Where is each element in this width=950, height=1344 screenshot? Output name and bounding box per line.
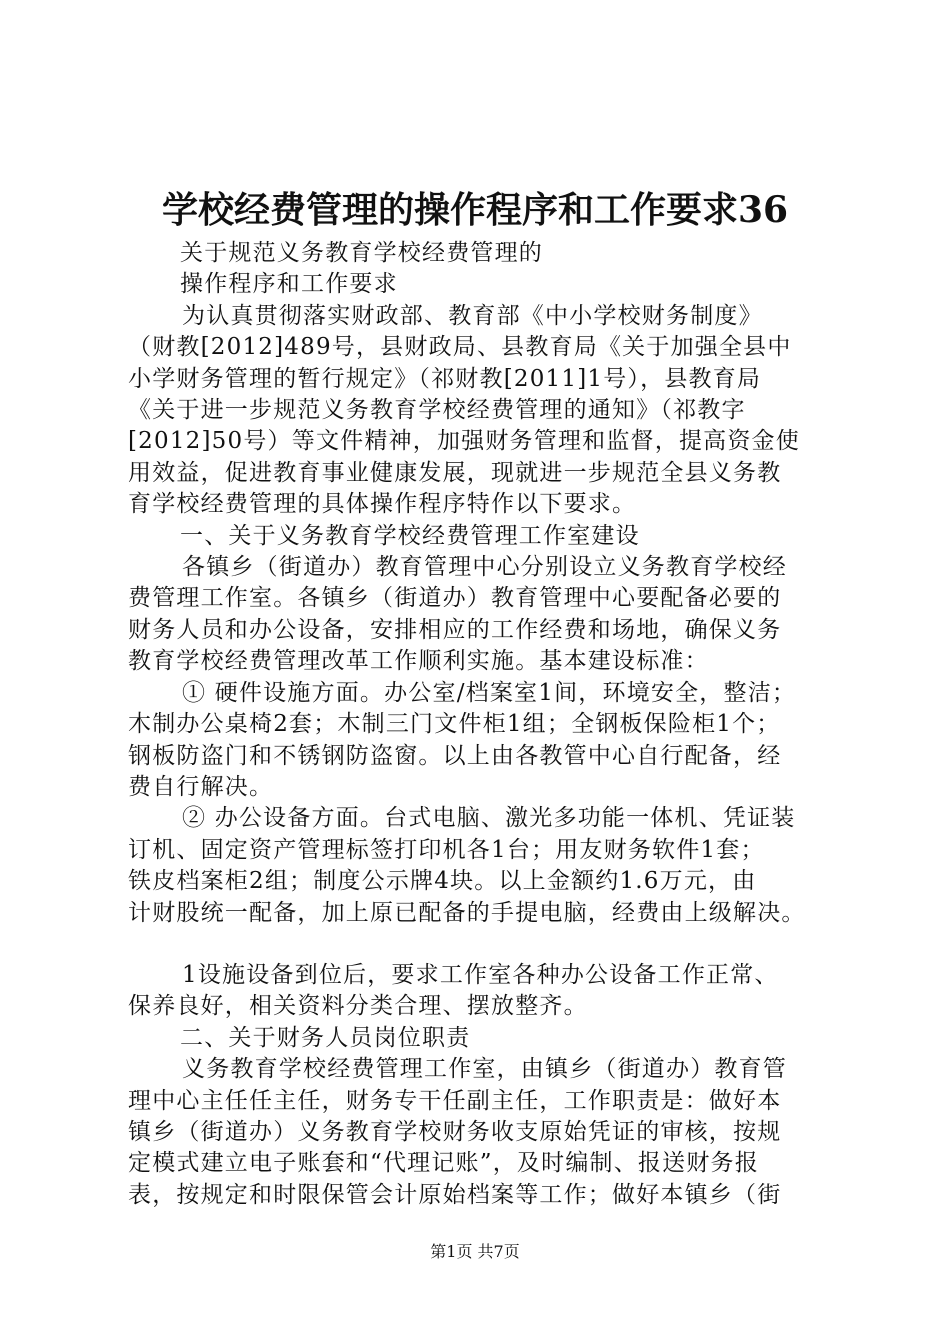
document-body <box>128 238 848 1211</box>
section-heading-2: 二、关于财务人员岗位职责 <box>180 1024 471 1051</box>
paragraph-line: 订机、固定资产管理标签打印机各1台；用友财务软件1套； <box>128 836 765 863</box>
paragraph-line: 各镇乡（街道办）教育管理中心分别设立义务教育学校经 <box>182 554 787 581</box>
paragraph-line: 育学校经费管理的具体操作程序特作以下要求。 <box>128 491 637 518</box>
paragraph-line: 定模式建立电子账套和“代理记账”，及时编制、报送财务报 <box>128 1150 759 1177</box>
paragraph-line: 钢板防盗门和不锈钢防盗窗。以上由各教管中心自行配备，经 <box>128 742 782 769</box>
paragraph-line: （财教[2012]489号，县财政局、县教育局《关于加强全县中 <box>128 334 792 361</box>
paragraph-line: 1设施设备到位后，要求工作室各种办公设备工作正常、 <box>182 961 779 988</box>
document-title: 学校经费管理的操作程序和工作要求36 <box>161 189 789 231</box>
paragraph-line: 费管理工作室。各镇乡（街道办）教育管理中心要配备必要的 <box>128 585 782 612</box>
section-heading-1: 一、关于义务教育学校经费管理工作室建设 <box>180 522 640 549</box>
blank-line <box>128 929 848 960</box>
paragraph-line: 为认真贯彻落实财政部、教育部《中小学校财务制度》 <box>182 302 763 329</box>
subtitle-line-1: 关于规范义务教育学校经费管理的 <box>180 240 543 266</box>
paragraph-line: 财务人员和办公设备，安排相应的工作经费和场地，确保义务 <box>128 616 782 643</box>
paragraph-line: 义务教育学校经费管理工作室，由镇乡（街道办）教育管 <box>182 1056 787 1083</box>
paragraph-line: 木制办公桌椅2套；木制三门文件柜1组；全钢板保险柜1个； <box>128 711 781 738</box>
page-footer: 第1页 共7页 <box>430 1242 520 1261</box>
paragraph-line: 教育学校经费管理改革工作顺利实施。基本建设标准： <box>128 648 709 675</box>
paragraph-line: 表，按规定和时限保管会计原始档案等工作；做好本镇乡（街 <box>128 1181 782 1208</box>
paragraph-line: 小学财务管理的暂行规定》（祁财教[2011]1号），县教育局 <box>128 365 762 392</box>
paragraph-line: 理中心主任任主任，财务专干任副主任，工作职责是：做好本 <box>128 1087 782 1114</box>
paragraph-line: 计财股统一配备，加上原已配备的手提电脑，经费由上级解决。 <box>128 899 806 926</box>
paragraph-line: 用效益，促进教育事业健康发展，现就进一步规范全县义务教 <box>128 459 782 486</box>
paragraph-line: 铁皮档案柜2组；制度公示牌4块。以上金额约1.6万元，由 <box>128 868 757 895</box>
list-item-hardware: ① 硬件设施方面。办公室/档案室1间，环境安全，整洁； <box>182 679 797 706</box>
paragraph-line: 镇乡（街道办）义务教育学校财务收支原始凭证的审核，按规 <box>128 1118 782 1145</box>
paragraph-line: 《关于进一步规范义务教育学校经费管理的通知》（祁教字 <box>128 397 746 424</box>
list-item-equipment: ② 办公设备方面。台式电脑、激光多功能一体机、凭证装 <box>182 805 796 832</box>
paragraph-line: 费自行解决。 <box>128 773 274 800</box>
paragraph-line: 保养良好，相关资料分类合理、摆放整齐。 <box>128 993 588 1020</box>
subtitle-line-2: 操作程序和工作要求 <box>180 271 398 298</box>
paragraph-line: [2012]50号）等文件精神，加强财务管理和监督，提高资金使 <box>128 428 800 455</box>
